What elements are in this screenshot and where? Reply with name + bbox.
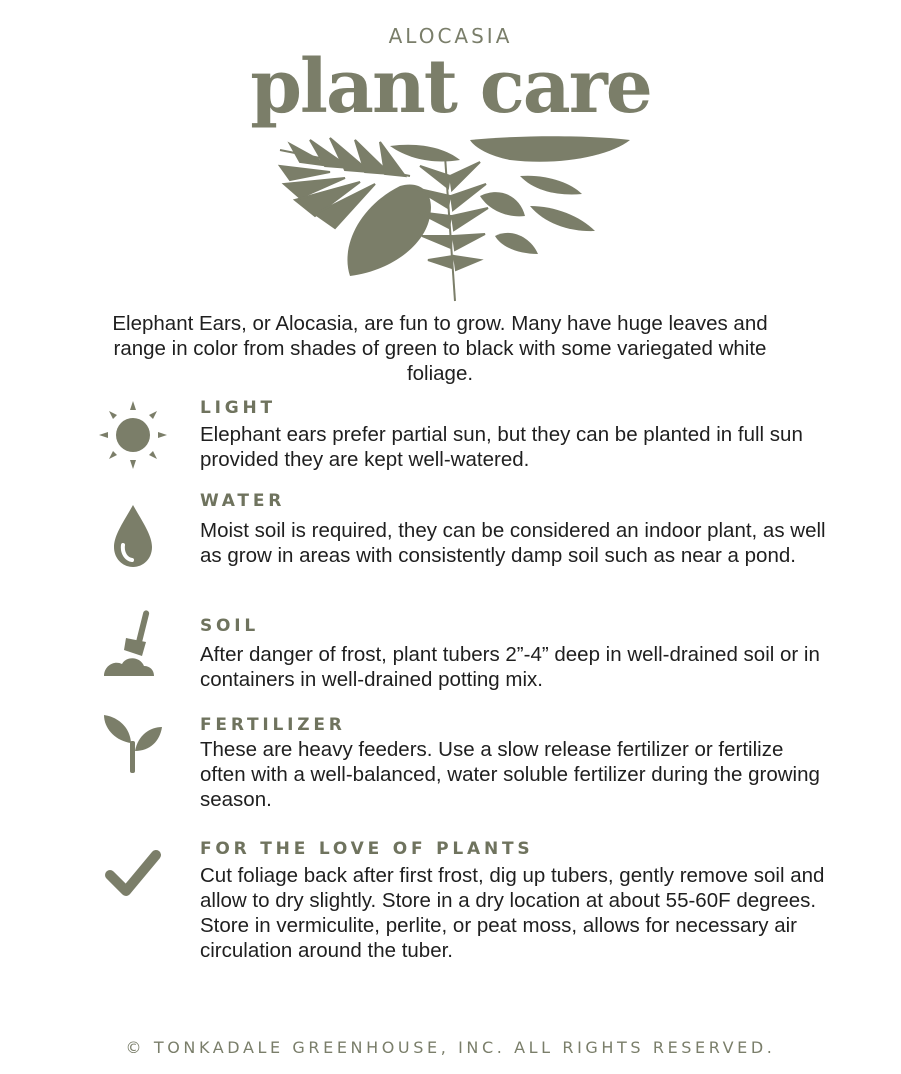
sprout-icon xyxy=(96,713,170,787)
water-drop-icon xyxy=(96,499,170,573)
section-heading: WATER xyxy=(200,491,286,511)
tropical-leaves-illustration xyxy=(270,136,635,304)
section-heading: FOR THE LOVE OF PLANTS xyxy=(200,839,534,859)
section-body: Cut foliage back after first frost, dig up tubers, gently remove soil and allow to dry slightly. Store in a dry location at about 55-60F degrees. Store in vermiculite, perlite, or peat moss, allows for necessary air circulation around the tuber. xyxy=(200,864,825,962)
intro-paragraph: Elephant Ears, or Alocasia, are fun to grow. Many have huge leaves and range in color from shades of green to black with some variegated white foliage. xyxy=(112,312,768,385)
soil-shovel-icon xyxy=(96,606,170,680)
section-body: Elephant ears prefer partial sun, but they can be planted in full sun provided they are kept well-watered. xyxy=(200,423,803,471)
section-body: After danger of frost, plant tubers 2”-4” deep in well-drained soil or in containers in well-drained potting mix. xyxy=(200,643,820,691)
section-heading: LIGHT xyxy=(200,398,276,418)
section-body: Moist soil is required, they can be considered an indoor plant, as well as grow in areas with consistently damp soil such as near a pond. xyxy=(200,519,826,567)
section-heading: FERTILIZER xyxy=(200,715,346,735)
section-heading: SOIL xyxy=(200,616,260,636)
sun-icon xyxy=(96,398,170,472)
kicker: ALOCASIA xyxy=(388,24,513,48)
section-body: These are heavy feeders. Use a slow release fertilizer or fertilize often with a well-balanced, water soluble fertilizer during the growing season. xyxy=(200,738,820,811)
copyright-footer: © TONKADALE GREENHOUSE, INC. ALL RIGHTS RESERVED. xyxy=(125,1038,776,1057)
page-title: plant care xyxy=(250,44,651,130)
checkmark-icon xyxy=(96,837,170,911)
